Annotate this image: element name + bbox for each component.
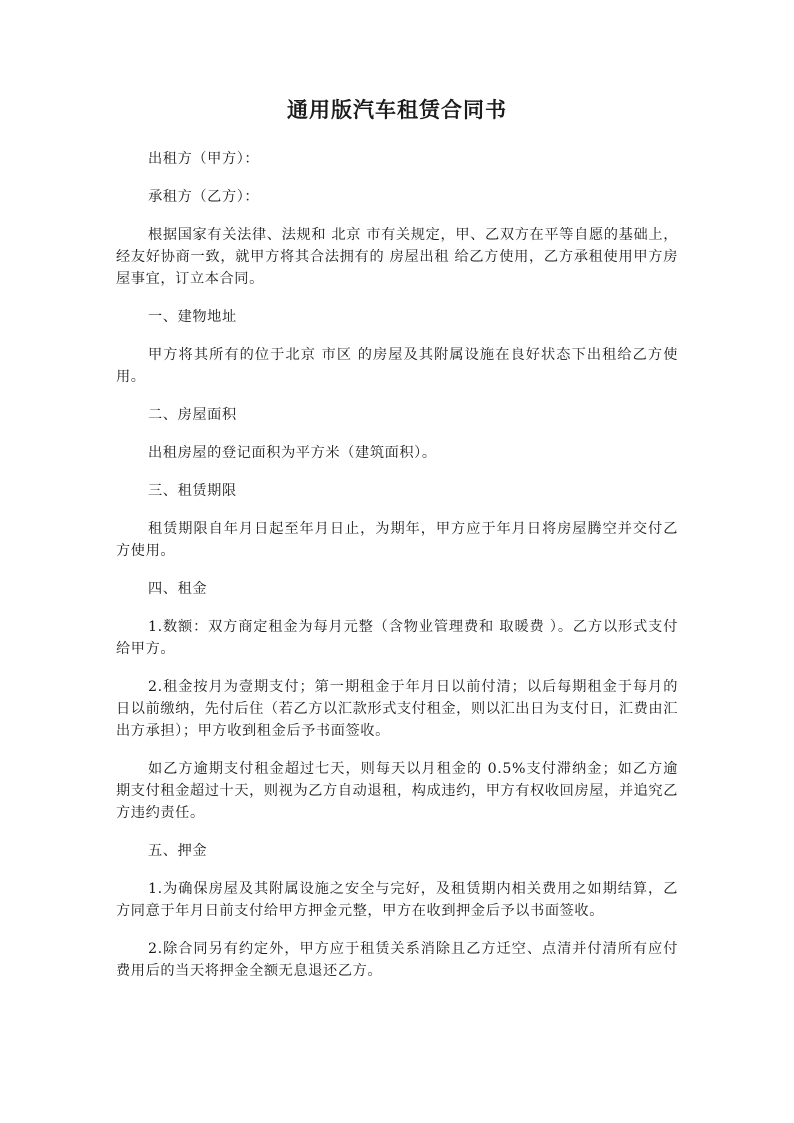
section-4-clause-3: 如乙方逾期支付租金超过七天，则每天以月租金的 0.5%支付滞纳金；如乙方逾期支付租金超过十天，则视为乙方自动退租，构成违约，甲方有权收回房屋，并追究乙方违约责任。 [116, 761, 678, 821]
lessee-line: 承租方（乙方）： [148, 189, 260, 205]
section-2-text: 出租房屋的登记面积为平方米（建筑面积）。 [148, 445, 437, 461]
section-2-heading: 二、房屋面积 [148, 407, 237, 423]
section-4-clause-2: 2.租金按月为壹期支付；第一期租金于年月日以前付清；以后每期租金于每月的日以前缴纳，先付后住（若乙方以汇款形式支付租金，则以汇出日为支付日，汇费由汇出方承担）；甲方收到租金后予书面签收。 [116, 679, 678, 739]
section-1-heading: 一、建物地址 [148, 309, 237, 325]
section-4-clause-1: 1.数额：双方商定租金为每月元整（含物业管理费和 取暖费 ）。乙方以形式支付给甲方。 [116, 619, 678, 657]
section-3-text: 租赁期限自年月日起至年月日止，为期年，甲方应于年月日将房屋腾空并交付乙方使用。 [116, 521, 678, 559]
section-4-heading: 四、租金 [148, 581, 208, 597]
section-5-heading: 五、押金 [148, 843, 208, 859]
section-3-heading: 三、租赁期限 [148, 483, 237, 499]
section-5-clause-1: 1.为确保房屋及其附属设施之安全与完好，及租赁期内相关费用之如期结算，乙方同意于年月日前支付给甲方押金元整，甲方在收到押金后予以书面签收。 [116, 881, 678, 919]
intro-paragraph: 根据国家有关法律、法规和 北京 市有关规定，甲、乙双方在平等自愿的基础上，经友好协商一致，就甲方将其合法拥有的 房屋出租 给乙方使用，乙方承租使用甲方房屋事宜，订立本合同。 [116, 227, 678, 287]
section-1-text: 甲方将其所有的位于北京 市区 的房屋及其附属设施在良好状态下出租给乙方使用。 [116, 347, 678, 385]
lessor-line: 出租方（甲方）： [148, 151, 260, 167]
document-page [116, 96, 678, 998]
section-5-clause-2: 2.除合同另有约定外，甲方应于租赁关系消除且乙方迁空、点清并付清所有应付费用后的当天将押金全额无息退还乙方。 [116, 941, 678, 979]
document-title: 通用版汽车租赁合同书 [287, 97, 507, 122]
